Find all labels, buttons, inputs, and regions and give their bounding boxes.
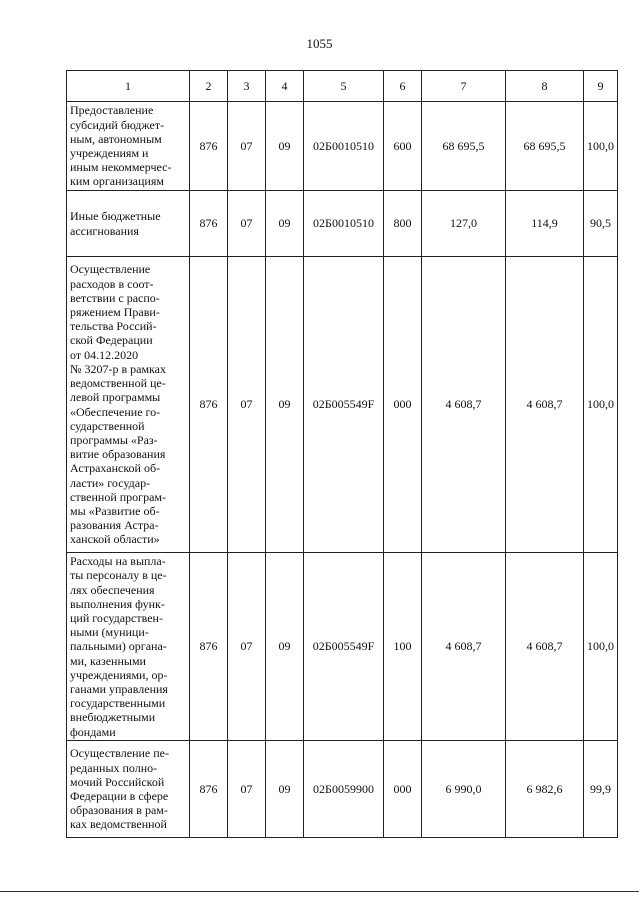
table-cell: 876 bbox=[190, 102, 228, 191]
table-cell: 02Б0059900 bbox=[304, 741, 384, 838]
description-line: фондами bbox=[70, 724, 116, 739]
description-line: ханской области» bbox=[70, 532, 160, 547]
description-line: расходов в соот- bbox=[70, 276, 154, 291]
table-cell: 07 bbox=[228, 191, 266, 257]
table-cell: 07 bbox=[228, 102, 266, 191]
description-line: Федерации в сфере bbox=[70, 789, 169, 803]
table-cell: 800 bbox=[384, 191, 422, 257]
description-line: ласти» государ- bbox=[70, 475, 151, 490]
description-line: ряжением Прави- bbox=[70, 305, 160, 320]
description-line: ганами управления bbox=[70, 682, 168, 696]
table-cell: 07 bbox=[228, 553, 266, 741]
table-cell: 09 bbox=[266, 102, 304, 191]
page-number: 1055 bbox=[306, 36, 333, 51]
table-cell: 100 bbox=[384, 553, 422, 741]
description-line: Осуществление пе- bbox=[70, 746, 170, 761]
table-cell: 68 695,5 bbox=[506, 102, 584, 191]
table-cell: 6 990,0 bbox=[422, 741, 506, 838]
table-cell: 600 bbox=[384, 102, 422, 191]
description-line: тельства Россий- bbox=[70, 319, 157, 334]
table-cell: 09 bbox=[266, 191, 304, 257]
description-line: ках ведомственной bbox=[70, 817, 167, 832]
table-row bbox=[67, 191, 618, 257]
description-line: ным, автономным bbox=[70, 131, 162, 146]
column-header: 8 bbox=[506, 71, 584, 102]
description-line: государственными bbox=[70, 696, 166, 711]
row-description bbox=[67, 741, 190, 838]
description-line: ской Федерации bbox=[70, 333, 153, 348]
table-cell: 02Б0010510 bbox=[304, 191, 384, 257]
column-header: 9 bbox=[584, 71, 618, 102]
table-cell: 100,0 bbox=[584, 102, 618, 191]
row-description bbox=[67, 553, 190, 741]
column-header: 4 bbox=[266, 71, 304, 102]
description-line: ми, казенными bbox=[70, 653, 146, 668]
description-line: ветствии с распо- bbox=[70, 290, 160, 305]
table-row bbox=[67, 257, 618, 553]
table-cell: 09 bbox=[266, 741, 304, 838]
description-line: выполнения функ- bbox=[70, 596, 165, 611]
description-line: учреждениям и bbox=[70, 146, 149, 160]
table-cell: 876 bbox=[190, 741, 228, 838]
table-header-row bbox=[67, 71, 618, 102]
description-line: программы «Раз- bbox=[70, 432, 158, 447]
description-line: ассигнования bbox=[70, 223, 139, 238]
description-line: мы «Развитие об- bbox=[70, 503, 160, 518]
table-cell: 02Б005549F bbox=[304, 553, 384, 741]
row-description bbox=[67, 257, 190, 553]
description-line: разования Астра- bbox=[70, 518, 159, 533]
description-line: учреждениями, ор- bbox=[70, 667, 168, 682]
table-row bbox=[67, 102, 618, 191]
table-cell: 127,0 bbox=[422, 191, 506, 257]
description-line: внебюджетными bbox=[70, 710, 156, 725]
table-cell: 09 bbox=[266, 553, 304, 741]
row-description bbox=[67, 102, 190, 191]
table-cell: 07 bbox=[228, 257, 266, 553]
column-header: 3 bbox=[228, 71, 266, 102]
description-line: Предоставление bbox=[70, 103, 154, 118]
table-row bbox=[67, 553, 618, 741]
description-line: мочий Российской bbox=[70, 774, 165, 789]
description-line: образования в рам- bbox=[70, 803, 168, 818]
table-cell: 100,0 bbox=[584, 553, 618, 741]
table-cell: 4 608,7 bbox=[506, 553, 584, 741]
description-line: левой программы bbox=[70, 390, 161, 405]
description-line: Осуществление bbox=[70, 262, 151, 277]
description-line: ций государствен- bbox=[70, 610, 163, 625]
table-cell: 02Б0010510 bbox=[304, 102, 384, 191]
row-description bbox=[67, 191, 190, 257]
column-header: 7 bbox=[422, 71, 506, 102]
description-line: иным некоммерчес- bbox=[70, 160, 172, 175]
table-cell: 4 608,7 bbox=[422, 553, 506, 741]
description-line: ными (муници- bbox=[70, 625, 149, 640]
description-line: реданных полно- bbox=[70, 760, 158, 775]
table-cell: 100,0 bbox=[584, 257, 618, 553]
table-cell: 4 608,7 bbox=[422, 257, 506, 553]
description-line: сударственной bbox=[70, 418, 145, 433]
description-line: «Обеспечение го- bbox=[70, 404, 161, 419]
table-cell: 114,9 bbox=[506, 191, 584, 257]
table-cell: 02Б005549F bbox=[304, 257, 384, 553]
description-line: ким организациям bbox=[70, 174, 164, 189]
description-line: от 04.12.2020 bbox=[70, 347, 139, 362]
table-cell: 90,5 bbox=[584, 191, 618, 257]
column-header: 6 bbox=[384, 71, 422, 102]
description-line: витие образования bbox=[70, 447, 166, 462]
column-header: 5 bbox=[304, 71, 384, 102]
table-cell: 07 bbox=[228, 741, 266, 838]
budget-table bbox=[66, 70, 618, 838]
table-cell: 000 bbox=[384, 257, 422, 553]
description-line: № 3207-р в рамках bbox=[70, 361, 167, 376]
column-header: 2 bbox=[190, 71, 228, 102]
page-bottom-rule bbox=[0, 891, 639, 892]
description-line: ведомственной це- bbox=[70, 376, 166, 391]
description-line: пальными) органа- bbox=[70, 639, 167, 654]
table-cell: 99,9 bbox=[584, 741, 618, 838]
description-line: субсидий бюджет- bbox=[70, 117, 165, 132]
table-cell: 09 bbox=[266, 257, 304, 553]
description-line: Расходы на выпла- bbox=[70, 554, 166, 569]
table-cell: 000 bbox=[384, 741, 422, 838]
table-cell: 4 608,7 bbox=[506, 257, 584, 553]
column-header: 1 bbox=[67, 71, 190, 102]
description-line: ственной програм- bbox=[70, 489, 167, 504]
table-row bbox=[67, 741, 618, 838]
table-cell: 876 bbox=[190, 257, 228, 553]
description-line: Астраханской об- bbox=[70, 461, 161, 476]
description-line: Иные бюджетные bbox=[70, 209, 161, 224]
description-line: ты персоналу в це- bbox=[70, 568, 167, 583]
table-cell: 6 982,6 bbox=[506, 741, 584, 838]
table-cell: 876 bbox=[190, 553, 228, 741]
description-line: лях обеспечения bbox=[70, 582, 155, 597]
table-cell: 68 695,5 bbox=[422, 102, 506, 191]
table-cell: 876 bbox=[190, 191, 228, 257]
